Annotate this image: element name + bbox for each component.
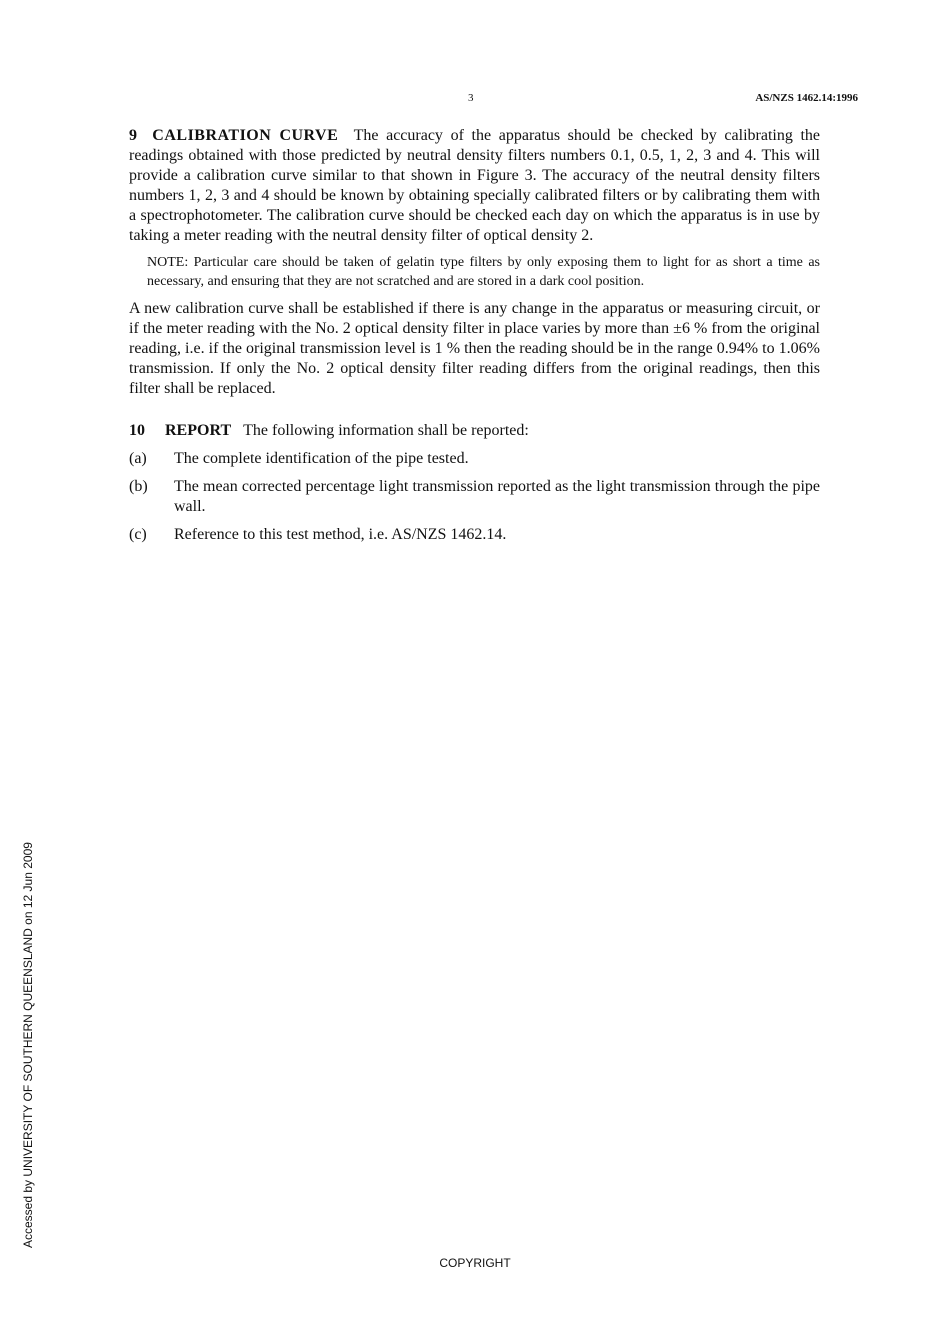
section-9-body: The accuracy of the apparatus should be checked by calibrating the readings obtained with those predicted by neutral density filters numbers 0.1, 0.5, 1, 2, 3 and 4. This will provide a calibration curve similar to that shown in Figure 3. The accuracy of the neutral density filters numbers 1, 2, 3 and 4 should be known by obtaining specially calibrated filters or by calibrating them with a spectrophotometer. The calibration curve should be checked each day on which the apparatus is in use by taking a meter reading with the neutral density filter of optical density 2. [129, 127, 821, 244]
section-9-paragraph [129, 126, 820, 246]
section-9-number: 9 [129, 127, 137, 144]
list-item-label: (b) [129, 478, 148, 495]
list-item-label: (c) [129, 526, 147, 543]
section-10-intro: The following information shall be reported: [243, 422, 529, 439]
copyright-footer: COPYRIGHT [439, 1256, 511, 1270]
page-content [129, 126, 820, 553]
page-number: 3 [468, 92, 474, 104]
section-10-number: 10 [129, 422, 145, 439]
section-10 [129, 421, 820, 545]
section-9-paragraph-2: A new calibration curve shall be established if there is any change in the apparatus or measuring circuit, or if the meter reading with the No. 2 optical density filter in place varies by more than ±6 % from the original reading, i.e. if the original transmission level is 1 % then the reading should be in the range 0.94% to 1.06% transmission. If only the No. 2 optical density filter reading differs from the original readings, then this filter shall be replaced. [129, 300, 820, 397]
list-item [129, 525, 820, 545]
note: NOTE: Particular care should be taken of gelatin type filters by only exposing them to light for as short a time as necessary, and ensuring that they are not scratched and are stored in a dark cool position. [147, 255, 820, 289]
section-10-title: REPORT [165, 422, 232, 439]
list-item-text: The mean corrected percentage light transmission reported as the light transmission through the pipe wall. [174, 478, 820, 515]
list-item-label: (a) [129, 450, 147, 467]
standard-reference: AS/NZS 1462.14:1996 [755, 92, 858, 104]
access-watermark: Accessed by UNIVERSITY OF SOUTHERN QUEENSLAND on 12 Jun 2009 [21, 842, 35, 1248]
report-list [129, 449, 820, 545]
list-item-text: Reference to this test method, i.e. AS/NZS 1462.14. [174, 526, 507, 543]
list-item [129, 477, 820, 517]
list-item-text: The complete identification of the pipe tested. [174, 450, 469, 467]
section-9-title: CALIBRATION CURVE [152, 127, 339, 144]
section-10-heading-line [129, 421, 820, 441]
list-item [129, 449, 820, 469]
